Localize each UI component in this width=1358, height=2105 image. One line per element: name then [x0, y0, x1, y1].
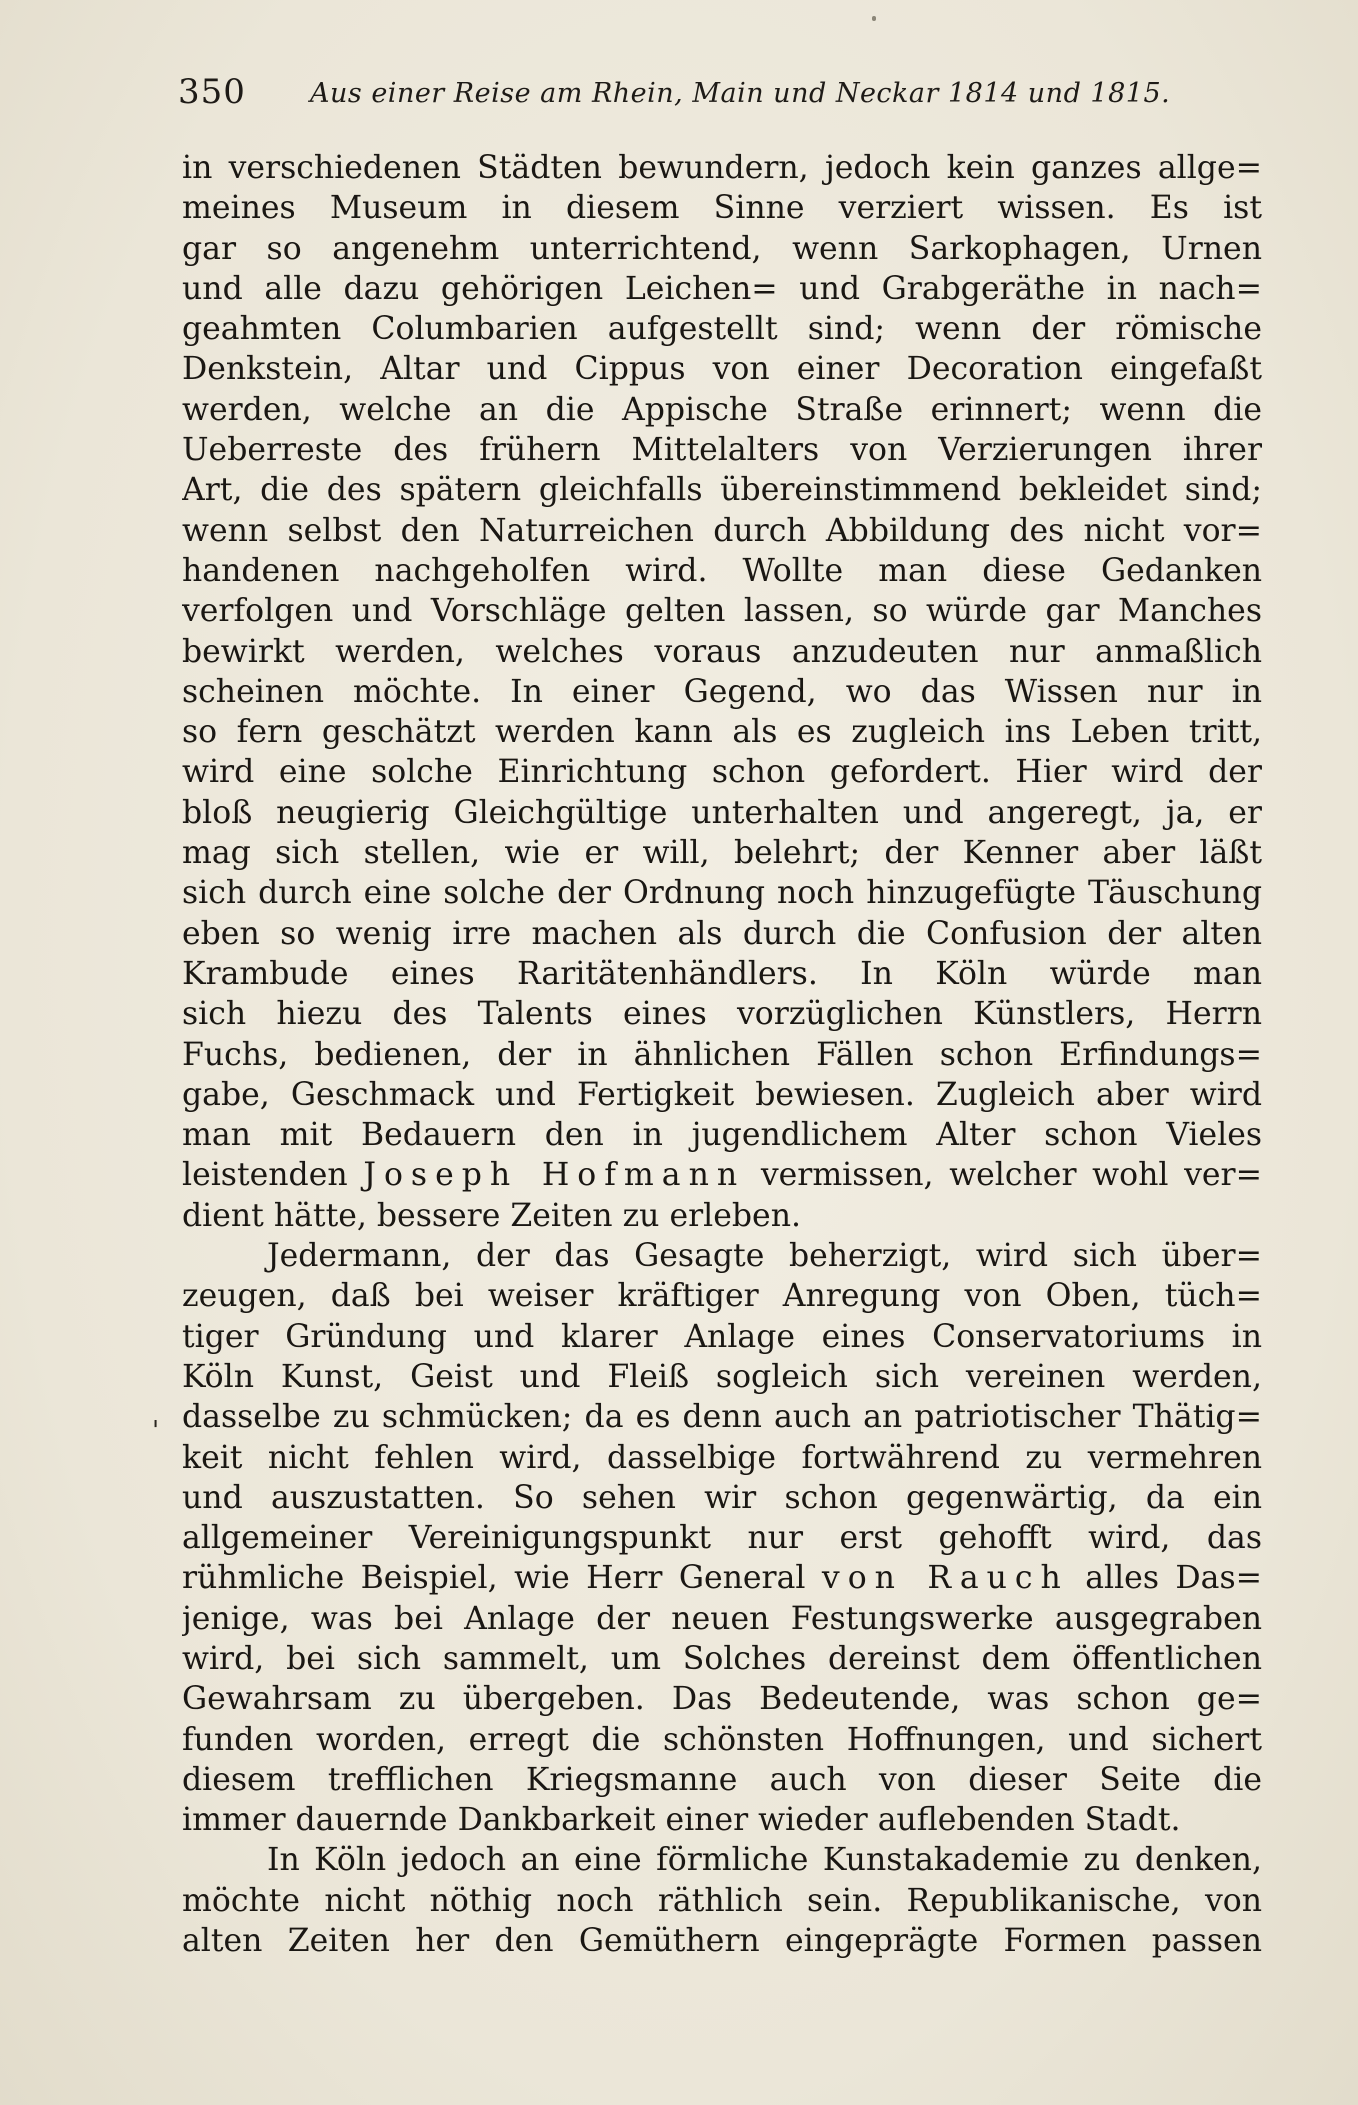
text-line: allgemeiner Vereinigungspunkt nur erst gehofft wird, das — [182, 1520, 1262, 1557]
text-segment: leistenden — [182, 1157, 364, 1194]
text-line: wird, bei sich sammelt, um Solches dereinst dem öffentlichen — [182, 1640, 1262, 1677]
text-line: geahmten Columbarien aufgestellt sind; wenn der römische — [182, 311, 1262, 348]
page-header — [178, 72, 1178, 122]
text-line: meines Museum in diesem Sinne verziert wissen. Es ist — [182, 190, 1262, 227]
text-line: Art, die des spätern gleichfalls übereinstimmend bekleidet sind; — [182, 472, 1262, 509]
paragraph-first-line: Jedermann, der das Gesagte beherzigt, wird sich über= — [267, 1238, 1262, 1275]
text-line: funden worden, erregt die schönsten Hoffnungen, und sichert — [182, 1721, 1262, 1758]
spaced-name: von Rauch — [821, 1560, 1069, 1597]
text-line: jenige, was bei Anlage der neuen Festungswerke ausgegraben — [182, 1600, 1262, 1637]
paragraph-last-line: immer dauernde Dankbarkeit einer wieder auflebenden Stadt. — [182, 1802, 1181, 1839]
text-line: Gewahrsam zu übergeben. Das Bedeutende, was schon ge= — [182, 1681, 1262, 1718]
text-line: scheinen möchte. In einer Gegend, wo das Wissen nur in — [182, 673, 1262, 710]
text-line: so fern geschätzt werden kann als es zugleich ins Leben tritt, — [182, 714, 1262, 751]
text-line: dasselbe zu schmücken; da es denn auch an patriotischer Thätig= — [182, 1399, 1262, 1436]
text-line: werden, welche an die Appische Straße erinnert; wenn die — [182, 391, 1262, 428]
text-line: alten Zeiten her den Gemüthern eingeprägte Formen passen — [182, 1923, 1262, 1960]
text-line: keit nicht fehlen wird, dasselbige fortwährend zu vermehren — [182, 1439, 1262, 1476]
text-line: diesem trefflichen Kriegsmanne auch von dieser Seite die — [182, 1761, 1262, 1798]
paragraph-last-line: dient hätte, bessere Zeiten zu erleben. — [182, 1197, 802, 1234]
text-line: eben so wenig irre machen als durch die Confusion der alten — [182, 915, 1262, 952]
body-text — [182, 148, 1262, 1961]
text-segment: rühmliche Beispiel, wie Herr General — [182, 1560, 822, 1597]
spaced-name: Joseph Hofmann — [363, 1157, 746, 1194]
text-line: tiger Gründung und klarer Anlage eines Conservatoriums in — [182, 1318, 1262, 1355]
text-line: sich durch eine solche der Ordnung noch hinzugefügte Täuschung — [182, 875, 1262, 912]
text-line: Ueberreste des frühern Mittelalters von Verzierungen ihrer — [182, 432, 1262, 469]
paragraph-first-line: In Köln jedoch an eine förmliche Kunstakademie zu denken, — [267, 1842, 1262, 1879]
text-line: und alle dazu gehörigen Leichen= und Grabgeräthe in nach= — [182, 270, 1262, 307]
text-line: in verschiedenen Städten bewundern, jedoch kein ganzes allge= — [182, 150, 1262, 186]
page-number: 350 — [178, 72, 246, 112]
text-line — [182, 1155, 1262, 1195]
text-line: mag sich stellen, wie er will, belehrt; der Kenner aber läßt — [182, 835, 1262, 872]
text-line: verfolgen und Vorschläge gelten lassen, so würde gar Manches — [182, 593, 1262, 630]
text-line: Fuchs, bedienen, der in ähnlichen Fällen schon Erfindungs= — [182, 1036, 1262, 1073]
text-line: Denkstein, Altar und Cippus von einer Decoration eingefaßt — [182, 351, 1262, 388]
text-line: Krambude eines Raritätenhändlers. In Köln würde man — [182, 955, 1262, 992]
text-line: gabe, Geschmack und Fertigkeit bewiesen. Zugleich aber wird — [182, 1076, 1262, 1113]
running-title: Aus einer Reise am Rhein, Main und Neckar 1814 und 1815. — [310, 78, 1171, 109]
text-line: sich hiezu des Talents eines vorzüglichen Künstlers, Herrn — [182, 996, 1262, 1033]
text-line: gar so angenehm unterrichtend, wenn Sarkophagen, Urnen — [182, 230, 1262, 267]
text-line: bloß neugierig Gleichgültige unterhalten und angeregt, ja, er — [182, 794, 1262, 831]
text-line: wenn selbst den Naturreichen durch Abbildung des nicht vor= — [182, 512, 1262, 549]
paper-speck — [872, 16, 876, 21]
text-segment: vermissen, welcher wohl ver= — [745, 1157, 1262, 1194]
text-line: wird eine solche Einrichtung schon gefordert. Hier wird der — [182, 754, 1262, 791]
text-line — [182, 1558, 1262, 1598]
text-line: zeugen, daß bei weiser kräftiger Anregung von Oben, tüch= — [182, 1278, 1262, 1315]
text-line: bewirkt werden, welches voraus anzudeuten nur anmaßlich — [182, 633, 1262, 670]
text-segment: alles Das= — [1068, 1560, 1262, 1597]
text-line: handenen nachgeholfen wird. Wollte man diese Gedanken — [182, 552, 1262, 589]
margin-mark: ' — [152, 1416, 160, 1446]
text-line: Köln Kunst, Geist und Fleiß sogleich sich vereinen werden, — [182, 1358, 1262, 1395]
text-line: und auszustatten. So sehen wir schon gegenwärtig, da ein — [182, 1479, 1262, 1516]
text-line: möchte nicht nöthig noch räthlich sein. Republikanische, von — [182, 1882, 1262, 1919]
text-line: man mit Bedauern den in jugendlichem Alter schon Vieles — [182, 1117, 1262, 1154]
